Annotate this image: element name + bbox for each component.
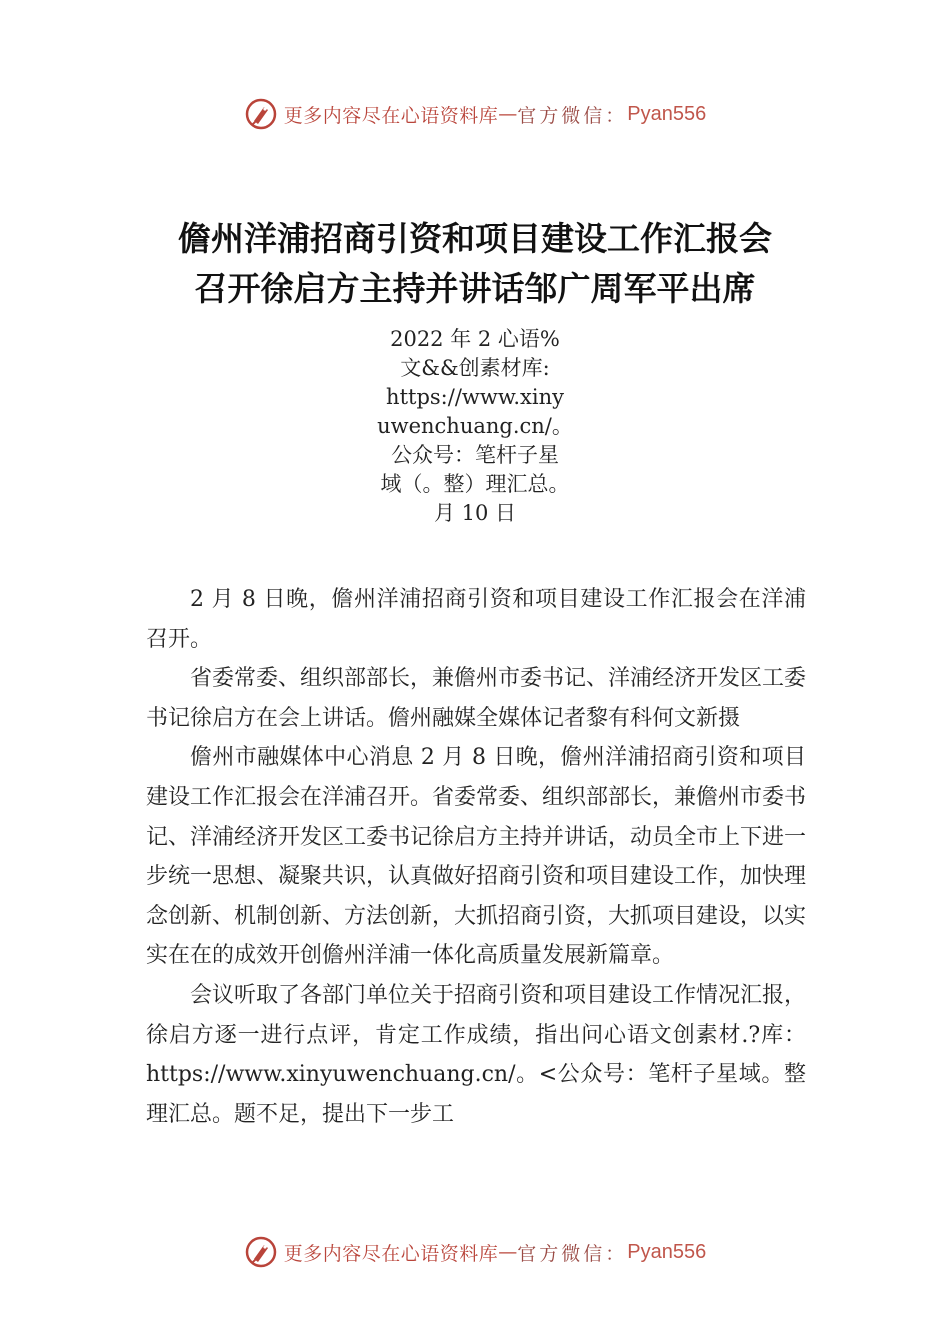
meta-line: uwenchuang.cn/。 [377, 414, 573, 438]
meta-line: 域（。整）理汇总。 [380, 472, 570, 496]
body-paragraph: 儋州市融媒体中心消息 2 月 8 日晚，儋州洋浦招商引资和项目建设工作汇报会在洋浦召开。省委常委、组织部部长，兼儋州市委书记、洋浦经济开发区工委书记徐启方主持并讲话，动员全市上下进一步统一思想、凝聚共识，认真做好招商引资和项目建设工作，加快理念创新、机制创新、方法创新，大抓招商引资，大抓项目建设，以实实在在的成效开创儋州洋浦一体化高质量发展新篇章。 [146, 745, 807, 969]
banner-contact-id: Pyan556 [627, 102, 707, 125]
pen-nib-seal-icon [244, 97, 278, 131]
title-line-1: 儋州洋浦招商引资和项目建设工作汇报会 [178, 219, 772, 258]
meta-line: https://www.xiny [386, 385, 564, 409]
banner-slogan: 更多内容尽在心语资料库 [283, 1242, 499, 1265]
banner-contact-id: Pyan556 [627, 1240, 707, 1263]
meta-line: 文&&创素材库: [400, 356, 550, 380]
article-body [146, 580, 806, 1134]
meta-line: 月 10 日 [433, 501, 517, 525]
banner-contact-label: 官方微信： [517, 104, 628, 127]
banner-dash: — [498, 1241, 518, 1263]
body-paragraph: 会议听取了各部门单位关于招商引资和项目建设工作情况汇报，徐启方逐一进行点评，肯定工作成绩，指出问心语文创素材.?库：https://www.xinyuwenchuang.cn/。<公众号：笔杆子星域。整理汇总。题不足，提出下一步工 [146, 982, 807, 1127]
banner-contact-label: 官方微信： [517, 1242, 628, 1265]
body-paragraph: 2 月 8 日晚，儋州洋浦招商引资和项目建设工作汇报会在洋浦召开。 [146, 587, 806, 652]
footer-banner [0, 1232, 950, 1272]
banner-slogan: 更多内容尽在心语资料库 [283, 104, 499, 127]
banner-dash: — [498, 103, 518, 125]
header-banner [0, 94, 950, 134]
meta-line: 2022 年 2 心语% [390, 327, 560, 351]
meta-line: 公众号：笔杆子星 [391, 443, 559, 467]
body-paragraph: 省委常委、组织部部长，兼儋州市委书记、洋浦经济开发区工委书记徐启方在会上讲话。儋州融媒全媒体记者黎有科何文新摄 [146, 666, 807, 731]
document-title [60, 214, 890, 314]
date-meta-block [300, 325, 650, 528]
pen-nib-seal-icon [244, 1235, 278, 1269]
title-line-2: 召开徐启方主持并讲话邹广周军平出席 [194, 269, 756, 308]
